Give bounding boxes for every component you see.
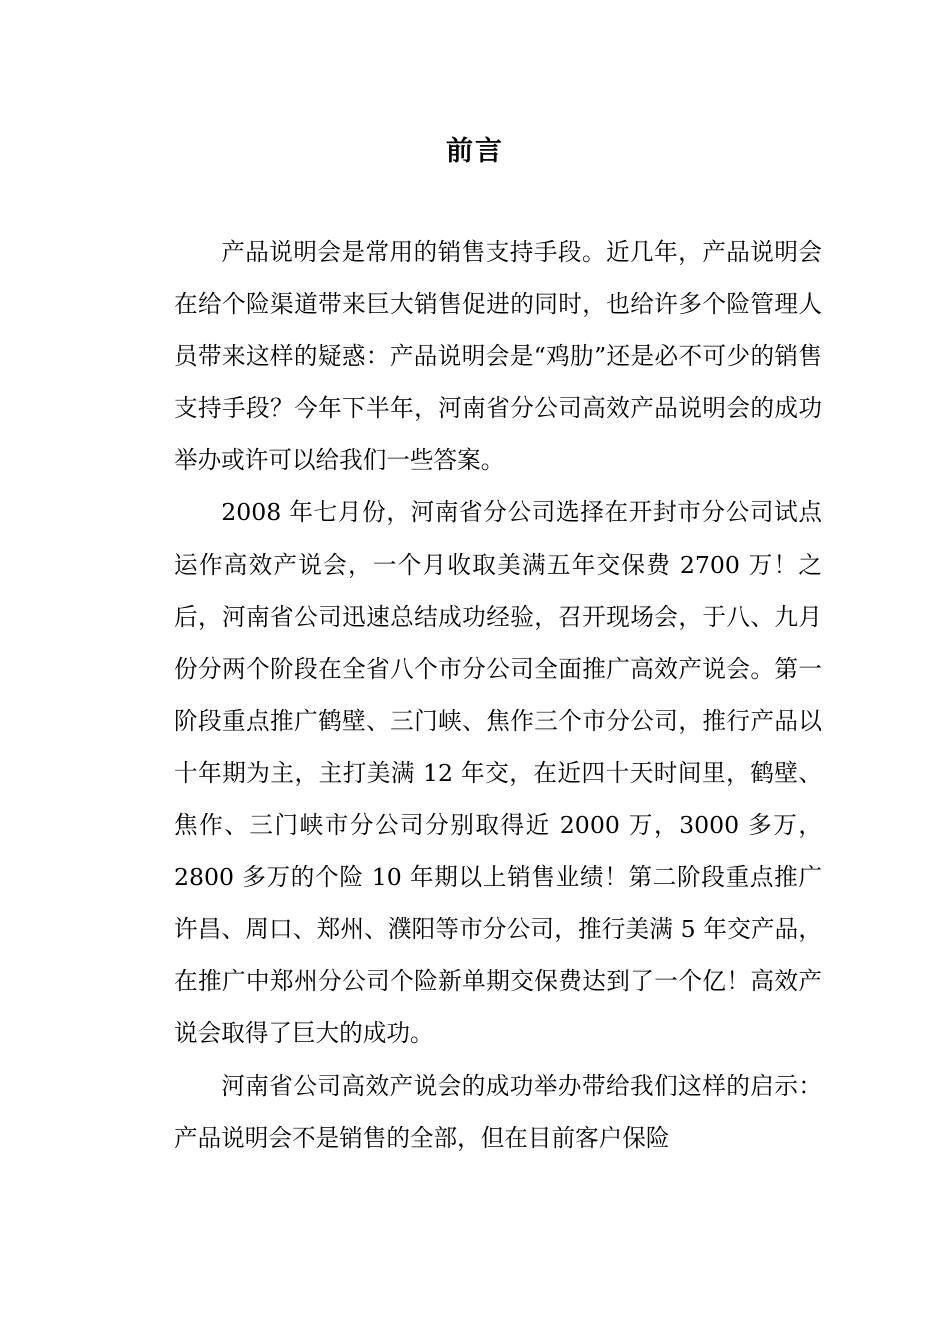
paragraph-intro: 产品说明会是常用的销售支持手段。近几年，产品说明会在给个险渠道带来巨大销售促进的同时，也给许多个险管理人员带来这样的疑惑：产品说明会是“鸡肋”还是必不可少的销售支持手段？今年下半年，河南省分公司高效产品说明会的成功举办或许可以给我们一些答案。 [174,238,822,475]
body-text [174,226,822,1164]
paragraph-results: 2008 年七月份，河南省分公司选择在开封市分公司试点运作高效产说会，一个月收取美满五年交保费 2700 万！之后，河南省公司迅速总结成功经验，召开现场会，于八、九月份分两个阶段在全省八个市分公司全面推广高效产说会。第一阶段重点推广鹤壁、三门峡、焦作三个市分公司，推行产品以十年期为主，主打美满 12 年交，在近四十天时间里，鹤壁、焦作、三门峡市分公司分别取得近 2000 万，3000 多万，2800 多万的个险 10 年期以上销售业绩！第二阶段重点推广许昌、周口、郑州、濮阳等市分公司，推行美满 5 年交产品，在推广中郑州分公司个险新单期交保费达到了一个亿！高效产说会取得了巨大的成功。 [174,498,822,1048]
page-title: 前言 [446,136,504,167]
paragraph-insight: 河南省公司高效产说会的成功举办带给我们这样的启示：产品说明会不是销售的全部，但在目前客户保险 [174,1071,822,1152]
